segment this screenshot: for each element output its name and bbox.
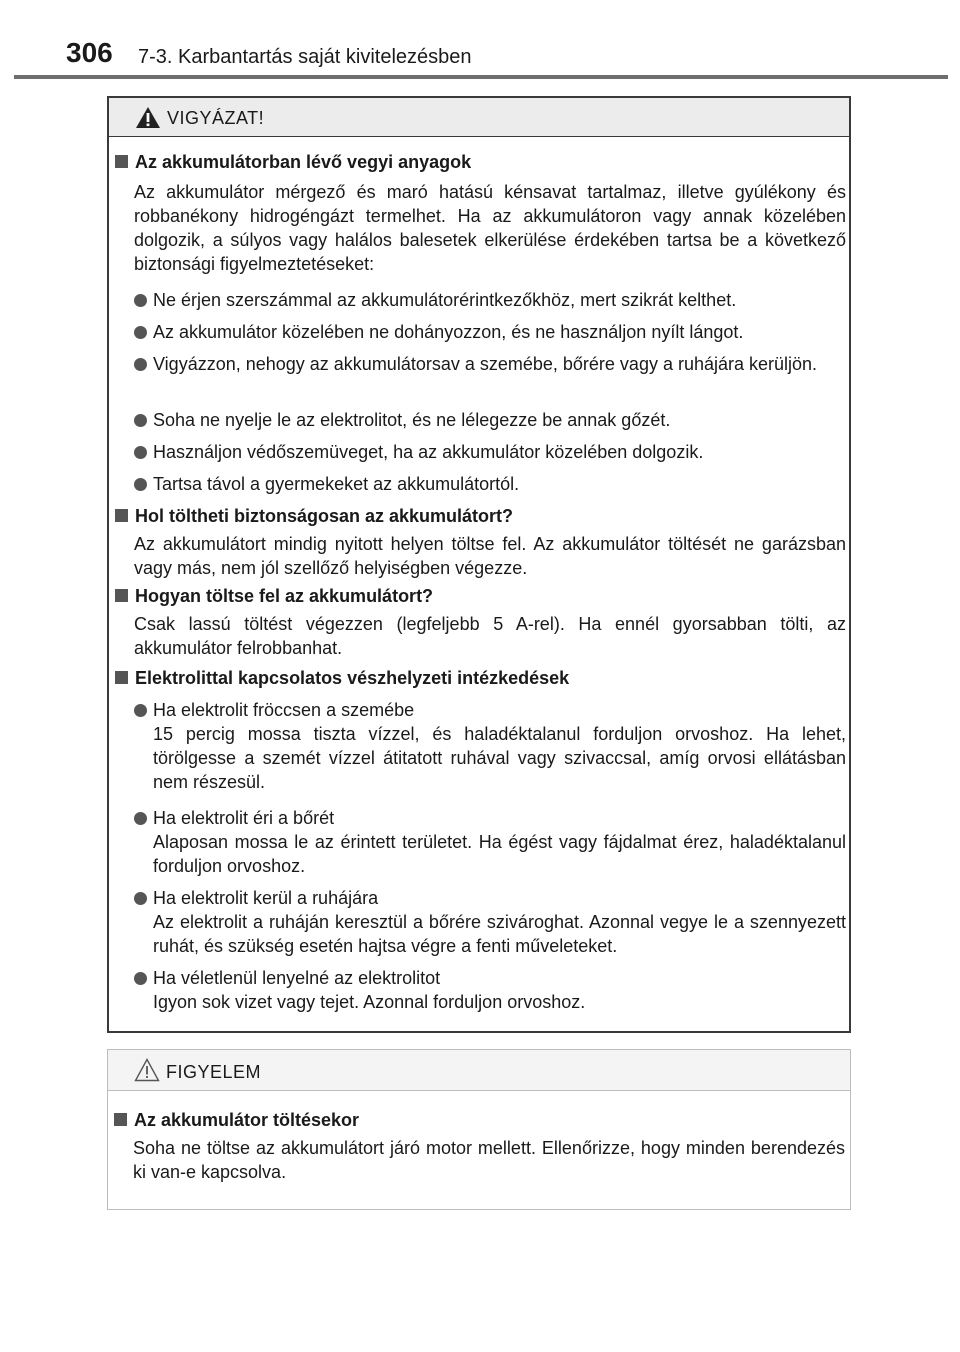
round-bullet-icon <box>134 704 147 717</box>
list-item: Az akkumulátor közelében ne dohányozzon, és ne használjon nyílt lángot. <box>134 320 846 344</box>
chapter-title: 7-3. Karbantartás saját kivitelezésben <box>138 46 472 68</box>
section-text: Az akkumulátort mindig nyitott helyen töltse fel. Az akkumulátor töltését ne garázsban vagy más, nem jól szellőző helyiségben végezze. <box>134 534 846 578</box>
round-bullet-icon <box>134 358 147 371</box>
list-item: Ha elektrolit éri a bőrét Alaposan mossa le az érintett területet. Ha égést vagy fájdalmat érez, haladéktalanul forduljon orvoshoz. <box>134 806 846 878</box>
list-item: Soha ne nyelje le az elektrolitot, és ne lélegezze be annak gőzét. <box>134 408 846 432</box>
section-title: Az akkumulátor töltésekor <box>114 1108 359 1132</box>
list-item: Tartsa távol a gyermekeket az akkumulátortól. <box>134 472 846 496</box>
notice-box-header <box>108 1050 850 1091</box>
round-bullet-icon <box>134 294 147 307</box>
warning-label: VIGYÁZAT! <box>167 108 265 128</box>
square-bullet-icon <box>115 671 128 684</box>
list-item: Ha elektrolit fröccsen a szemébe 15 percig mossa tiszta vízzel, és haladéktalanul forduljon orvoshoz. Ha lehet, törölgesse a szemét vízzel átitatott ruhával vagy szivaccsal, amíg orvosi ellátásban nem részesül. <box>134 698 846 794</box>
section-title: Elektrolittal kapcsolatos vészhelyzeti intézkedések <box>115 666 569 690</box>
square-bullet-icon <box>114 1113 127 1126</box>
round-bullet-icon <box>134 972 147 985</box>
section-text: Soha ne töltse az akkumulátort járó motor mellett. Ellenőrizze, hogy minden berendezés ki van-e kapcsolva. <box>133 1138 845 1182</box>
section-title: Az akkumulátorban lévő vegyi anyagok <box>115 150 471 174</box>
square-bullet-icon <box>115 509 128 522</box>
round-bullet-icon <box>134 812 147 825</box>
notice-triangle-icon <box>134 1058 160 1087</box>
notice-box <box>107 1049 851 1210</box>
square-bullet-icon <box>115 155 128 168</box>
round-bullet-icon <box>134 478 147 491</box>
warning-triangle-icon <box>135 106 161 134</box>
section-title: Hol töltheti biztonságosan az akkumulátort? <box>115 504 513 528</box>
list-item: Vigyázzon, nehogy az akkumulátorsav a szemébe, bőrére vagy a ruhájára kerüljön. <box>134 352 846 376</box>
warning-box <box>107 96 851 1033</box>
round-bullet-icon <box>134 446 147 459</box>
list-item: Ha elektrolit kerül a ruhájára Az elektrolit a ruháján keresztül a bőrére szivároghat. Azonnal vegye le a szennyezett ruhát, és szükség esetén hajtsa végre a fenti műveleteket. <box>134 886 846 958</box>
header-rule <box>14 75 948 79</box>
list-item: Ha véletlenül lenyelné az elektrolitot Igyon sok vizet vagy tejet. Azonnal forduljon orvoshoz. <box>134 966 846 1014</box>
list-item: Használjon védőszemüveget, ha az akkumulátor közelében dolgozik. <box>134 440 846 464</box>
round-bullet-icon <box>134 892 147 905</box>
section-text: Csak lassú töltést végezzen (legfeljebb 5 A-rel). Ha ennél gyorsabban tölti, az akkumulátor felrobbanhat. <box>134 614 846 658</box>
warning-box-header <box>109 98 849 137</box>
notice-label: FIGYELEM <box>166 1062 262 1082</box>
list-item: Ne érjen szerszámmal az akkumulátorérintkezőkhöz, mert szikrát kelthet. <box>134 288 846 312</box>
round-bullet-icon <box>134 326 147 339</box>
square-bullet-icon <box>115 589 128 602</box>
page-header <box>0 0 960 80</box>
section-title: Hogyan töltse fel az akkumulátort? <box>115 584 433 608</box>
round-bullet-icon <box>134 414 147 427</box>
section-text: Az akkumulátor mérgező és maró hatású kénsavat tartalmaz, illetve gyúlékony és robbanékony hidrogéngázt termelhet. Ha az akkumulátoron vagy annak közelében dolgozik, a súlyos vagy halálos balesetek elkerülése érdekében tartsa be a következő biztonsági figyelmeztetéseket: <box>134 182 846 274</box>
page-number: 306 <box>66 37 113 68</box>
